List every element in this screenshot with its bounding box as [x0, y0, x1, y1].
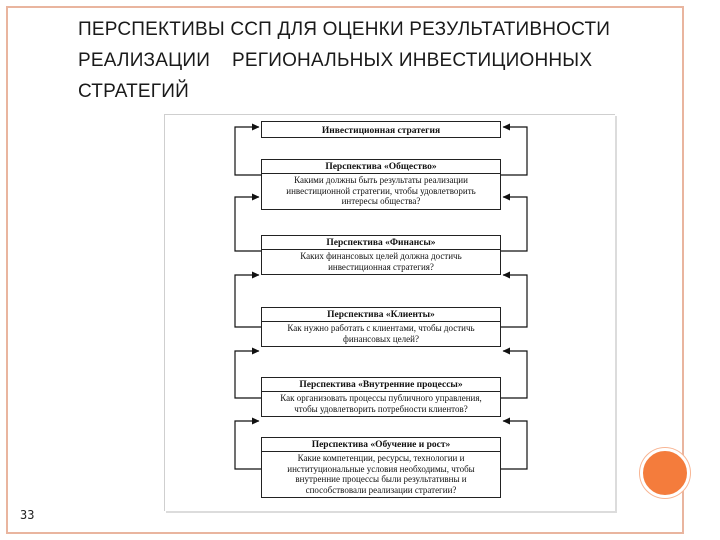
perspective-processes-box [261, 377, 501, 417]
perspective-learning-box [261, 437, 501, 498]
perspective-society-title: Перспектива «Общество» [262, 160, 500, 174]
perspective-clients-question [262, 322, 500, 346]
slide-title-line: ПЕРСПЕКТИВЫ ССП ДЛЯ ОЦЕНКИ РЕЗУЛЬТАТИВНОСТИ [78, 19, 611, 40]
question-line: внутренние процессы были результативны и [295, 474, 467, 484]
left-connector-3 [235, 275, 261, 327]
question-line: Каких финансовых целей должна достичь [300, 251, 462, 261]
bsc-diagram [164, 114, 615, 511]
perspective-clients-box [261, 307, 501, 347]
strategy-box [261, 121, 501, 138]
perspective-finance-box [261, 235, 501, 275]
perspective-learning-question [262, 452, 500, 497]
slide-accent-band [682, 6, 696, 534]
perspective-processes-title: Перспектива «Внутренние процессы» [262, 378, 500, 392]
decorative-circle-icon [640, 448, 690, 498]
slide-title [78, 14, 668, 107]
perspective-processes-question [262, 392, 500, 416]
left-connector-1 [235, 127, 261, 175]
question-line: способствовали реализации стратегии? [305, 484, 457, 495]
right-connector-1 [501, 127, 527, 175]
slide-title-line: СТРАТЕГИЙ [78, 81, 189, 102]
question-line: инвестиционная стратегия? [328, 261, 434, 272]
left-connector-2 [235, 197, 261, 251]
question-line: чтобы удовлетворить потребности клиентов? [294, 403, 468, 414]
question-line: институциональные условия необходимы, чтобы [287, 463, 475, 474]
left-connector-5 [235, 421, 261, 469]
perspective-learning-title: Перспектива «Обучение и рост» [262, 438, 500, 452]
question-line: Как организовать процессы публичного управления, [280, 393, 482, 403]
perspective-finance-question [262, 250, 500, 274]
perspective-society-box [261, 159, 501, 210]
question-line: Какие компетенции, ресурсы, технологии и [297, 453, 465, 463]
question-line: инвестиционной стратегии, чтобы удовлетворить [286, 185, 476, 196]
right-connector-3 [501, 275, 527, 327]
slide-title-line: РЕАЛИЗАЦИИ РЕГИОНАЛЬНЫХ ИНВЕСТИЦИОННЫХ [78, 50, 593, 71]
slide-number: 33 [20, 508, 35, 522]
perspective-finance-title: Перспектива «Финансы» [262, 236, 500, 250]
question-line: финансовых целей? [343, 333, 419, 344]
question-line: Как нужно работать с клиентами, чтобы достичь [287, 323, 475, 333]
right-connector-4 [501, 351, 527, 398]
perspective-clients-title: Перспектива «Клиенты» [262, 308, 500, 322]
strategy-title: Инвестиционная стратегия [321, 126, 441, 136]
question-line: Какими должны быть результаты реализации [294, 175, 468, 185]
perspective-society-question [262, 174, 500, 209]
right-connector-5 [501, 421, 527, 469]
question-line: интересы общества? [341, 196, 421, 206]
left-connector-4 [235, 351, 261, 398]
right-connector-2 [501, 197, 527, 251]
